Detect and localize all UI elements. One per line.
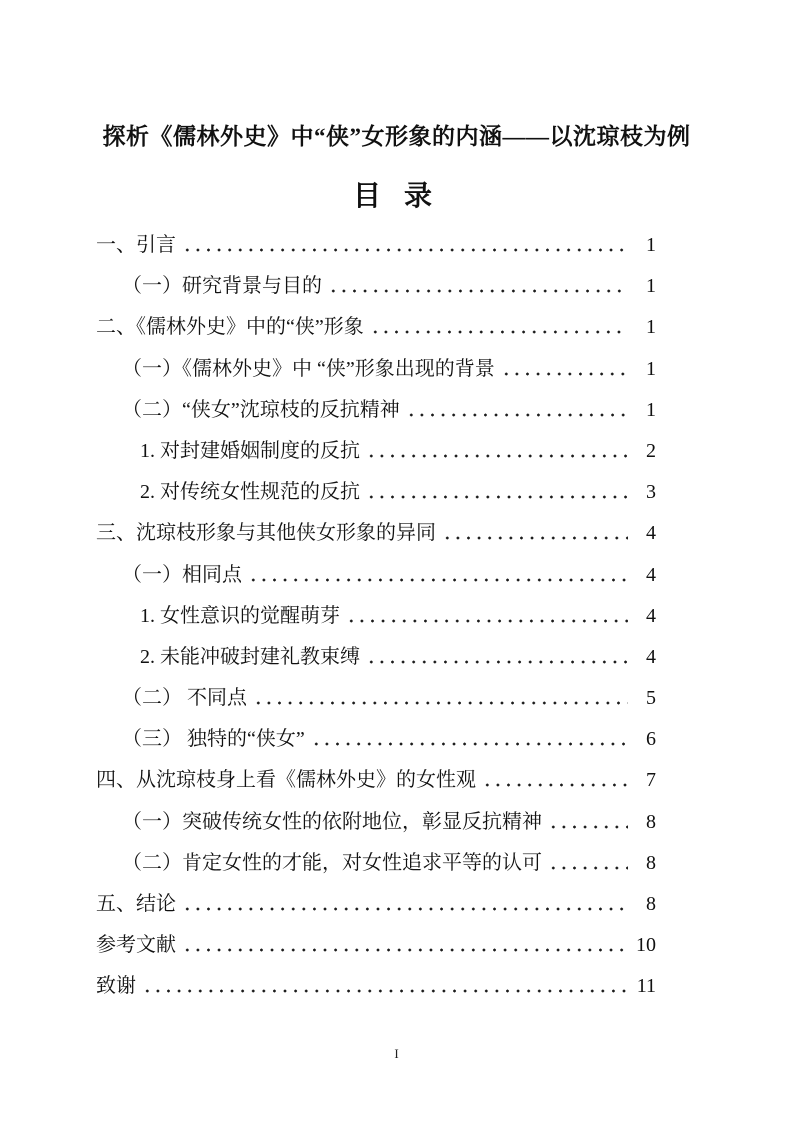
toc-entry[interactable] [96,596,656,637]
toc-heading: 目 录 [352,181,440,212]
toc-entry-label: （一）突破传统女性的依附地位，彰显反抗精神 [122,810,542,833]
toc-entry-label: 三、沈琼枝形象与其他侠女形象的异同 [96,522,436,545]
toc-entry-label: 2. 未能冲破封建礼教束缚 [140,645,360,668]
toc-entry-label: 四、从沈琼枝身上看《儒林外史》的女性观 [96,769,476,792]
toc-entry[interactable] [96,555,656,596]
toc-entry[interactable] [96,225,656,266]
toc-entry-page-number: 4 [646,645,656,668]
toc-dot-leader [548,843,628,884]
toc-entry-label: 1. 对封建婚姻制度的反抗 [140,439,360,462]
toc-entry-page-number: 4 [646,522,656,545]
toc-entry[interactable] [96,802,656,843]
toc-entry-page-number: 2 [646,439,656,462]
footer-page-number: I [394,1046,399,1061]
toc-dot-leader [182,925,628,966]
toc-entry[interactable] [96,760,656,801]
document-title: 探析《儒林外史》中“侠”女形象的内涵——以沈琼枝为例 [102,124,691,149]
toc-entry-page-number: 1 [646,316,656,339]
toc-dot-leader [346,596,628,637]
toc-entry[interactable] [96,349,656,390]
toc-dot-leader [370,307,628,348]
toc-entry[interactable] [96,513,656,554]
toc-entry[interactable] [96,678,656,719]
toc-entry-page-number: 1 [646,275,656,298]
toc-entry-label: （三） 独特的“侠女” [122,728,305,751]
toc-entry-label: （一）相同点 [122,563,242,586]
toc-dot-leader [366,431,628,472]
toc-entry-page-number: 7 [646,769,656,792]
toc-entry[interactable] [96,472,656,513]
toc-dot-leader [182,225,628,266]
toc-entry[interactable] [96,925,656,966]
toc-entry-label: 参考文献 [96,934,176,957]
toc-list [96,225,656,1008]
toc-entry-label: （一）《儒林外史》中 “侠”形象出现的背景 [122,357,495,380]
toc-dot-leader [248,555,628,596]
toc-dot-leader [366,472,628,513]
toc-dot-leader [311,719,628,760]
toc-entry-page-number: 11 [636,975,656,998]
toc-entry[interactable] [96,431,656,472]
toc-entry-page-number: 8 [646,851,656,874]
toc-dot-leader [501,349,628,390]
toc-dot-leader [548,802,628,843]
toc-entry-label: 1. 女性意识的觉醒萌芽 [140,604,340,627]
toc-dot-leader [482,760,628,801]
toc-entry-label: （二）肯定女性的才能，对女性追求平等的认可 [122,851,542,874]
toc-entry[interactable] [96,843,656,884]
toc-entry-page-number: 8 [646,810,656,833]
toc-entry-page-number: 6 [646,728,656,751]
toc-entry-page-number: 3 [646,481,656,504]
toc-dot-leader [253,678,628,719]
toc-entry-label: 一、引言 [96,234,176,256]
toc-entry-label: （二）“侠女”沈琼枝的反抗精神 [122,398,400,421]
toc-dot-leader [406,390,628,431]
toc-entry[interactable] [96,307,656,348]
toc-entry[interactable] [96,266,656,307]
toc-entry-label: （二） 不同点 [122,687,247,710]
toc-entry[interactable] [96,719,656,760]
toc-dot-leader [366,637,628,678]
toc-dot-leader [442,513,628,554]
toc-entry-page-number: 1 [646,357,656,380]
toc-entry-page-number: 10 [636,934,656,957]
toc-entry-label: 致谢 [96,975,136,998]
toc-entry[interactable] [96,637,656,678]
toc-dot-leader [328,266,628,307]
toc-entry[interactable] [96,884,656,925]
toc-dot-leader [142,966,628,1007]
toc-entry-page-number: 5 [646,687,656,710]
toc-entry-page-number: 4 [646,563,656,586]
toc-entry-page-number: 1 [646,234,656,256]
toc-entry-page-number: 4 [646,604,656,627]
toc-entry-page-number: 8 [646,893,656,915]
toc-entry-label: 2. 对传统女性规范的反抗 [140,481,360,504]
toc-entry-label: 五、结论 [96,893,176,915]
toc-entry-label: 二、《儒林外史》中的“侠”形象 [96,316,364,339]
toc-entry[interactable] [96,390,656,431]
toc-dot-leader [182,884,628,925]
toc-entry-page-number: 1 [646,398,656,421]
toc-entry[interactable] [96,966,656,1007]
toc-entry-label: （一）研究背景与目的 [122,275,322,298]
